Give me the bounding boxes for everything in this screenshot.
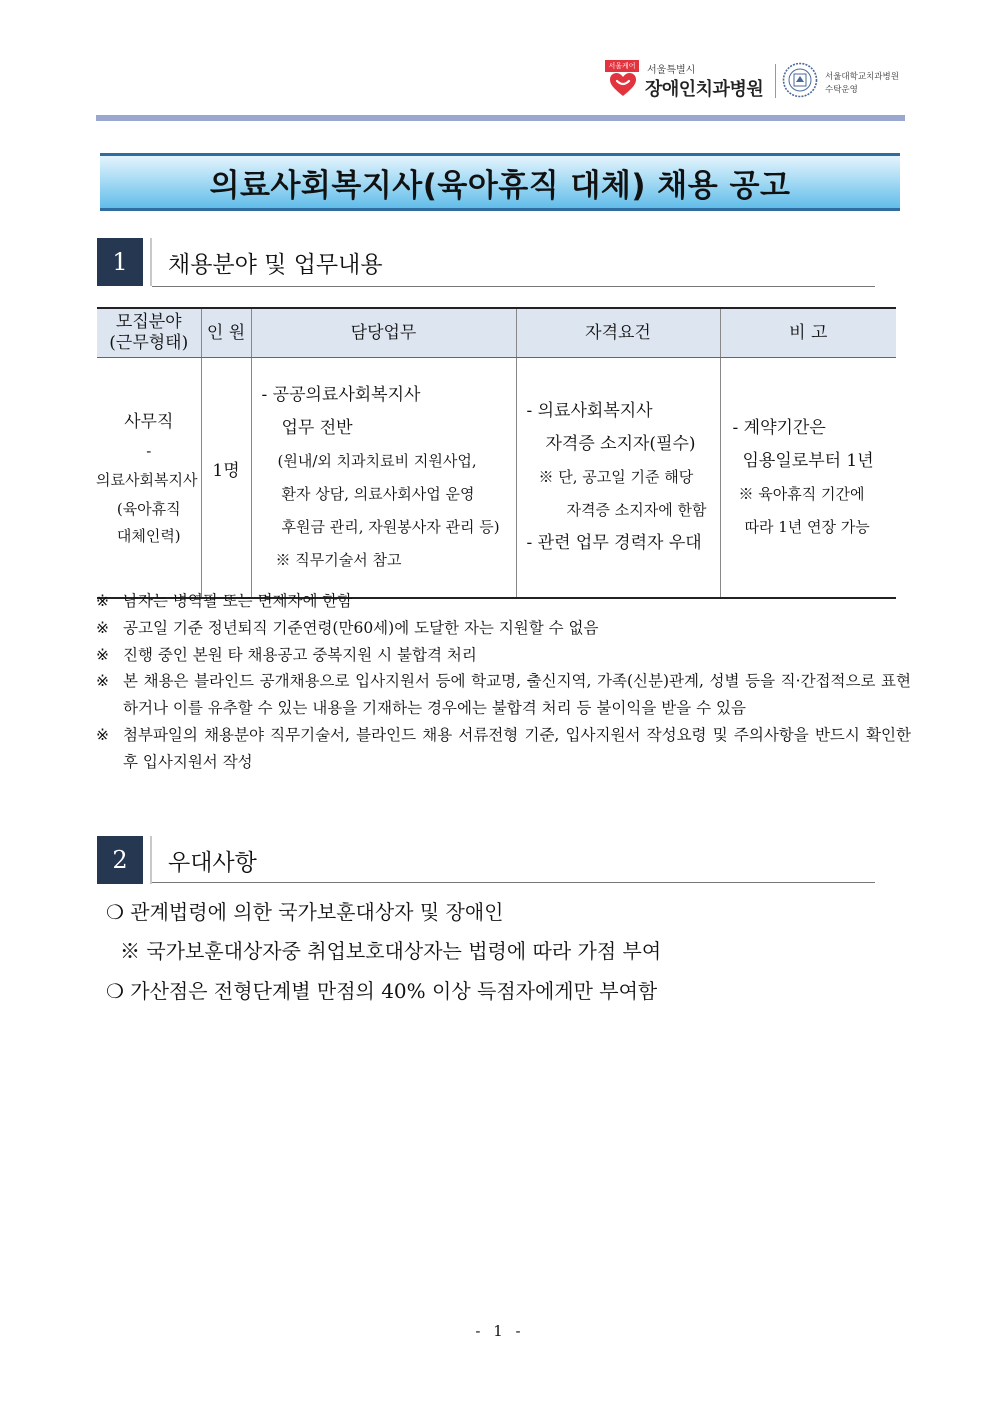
table-row [97, 358, 896, 599]
note-line: 임용일로부터 1년 [742, 450, 874, 471]
section-1-number: 1 [97, 238, 143, 286]
header-duty: 담당업무 [251, 308, 516, 358]
title-banner [100, 153, 900, 211]
qualification-line: 자격증 소지자(필수) [545, 434, 696, 454]
section-2-rule [152, 882, 875, 883]
duty-line: 환자 상담, 의료사회사업 운영 [281, 484, 475, 503]
note-text: 남자는 병역필 또는 면제자에 한함 [123, 592, 353, 610]
section-1-divider [150, 238, 152, 286]
field-line: 의료사회복지사 [96, 470, 198, 489]
note-mark: ※ [96, 618, 109, 637]
page-title: 의료사회복지사(육아휴직 대체) 채용 공고 [209, 167, 791, 204]
duty-line: 업무 전반 [281, 417, 353, 438]
preference-note: ※ 국가보훈대상자중 취업보호대상자는 법령에 따라 가점 부여 [120, 939, 662, 963]
list-item [96, 722, 911, 776]
field-line: 대체인력) [116, 526, 181, 545]
cell-duty [251, 358, 516, 599]
heart-icon [609, 72, 637, 98]
seoul-care-badge [605, 60, 639, 100]
note-line: 따라 1년 연장 가능 [744, 517, 870, 536]
section-2-number: 2 [97, 836, 143, 884]
qualification-line: - 의료사회복지사 [526, 401, 653, 421]
section-1-rule [152, 286, 875, 287]
header-qualification: 자격요건 [516, 308, 720, 358]
header-field-line: (근무형태) [109, 333, 189, 353]
city-label: 서울특별시 [647, 65, 696, 76]
duty-line: (원내/외 치과치료비 지원사업, [277, 451, 477, 470]
header-count: 인 원 [201, 308, 251, 358]
table-header-row [97, 308, 896, 358]
note-mark: ※ [96, 592, 109, 610]
section-2-divider [150, 836, 152, 884]
university-seal-icon [782, 62, 818, 98]
cell-count: 1명 [201, 358, 251, 599]
list-item [96, 615, 911, 642]
notes-list [96, 588, 911, 776]
duty-line: ※ 직무기술서 참고 [275, 550, 402, 569]
note-mark: ※ [96, 725, 109, 744]
university-name: 서울대학교치과병원 [825, 72, 899, 82]
preference-item: ❍ 관계법령에 의한 국가보훈대상자 및 장애인 [106, 900, 504, 924]
operation-label: 수탁운영 [825, 85, 858, 95]
hospital-logo [605, 60, 905, 108]
header-note: 비 고 [720, 308, 896, 358]
recruitment-table [97, 307, 896, 599]
section-1-title: 채용분야 및 업무내용 [168, 252, 383, 278]
list-item [96, 588, 911, 615]
note-line: ※ 육아휴직 기간에 [738, 484, 865, 503]
header-field [97, 308, 201, 358]
note-text: 첨부파일의 채용분야 직무기술서, 블라인드 채용 서류전형 기준, 입사지원서 작성요령 및 주의사항을 반드시 확인한 후 입사지원서 작성 [123, 725, 911, 771]
cell-field [97, 358, 201, 599]
header-rule [96, 115, 905, 121]
page-number: - 1 - [475, 1322, 525, 1340]
field-line: - [146, 441, 152, 460]
note-line: - 계약기간은 [732, 417, 826, 438]
cell-qualification [516, 358, 720, 599]
duty-line: - 공공의료사회복지사 [261, 384, 421, 405]
header-field-line: 모집분야 [115, 312, 182, 332]
note-text: 공고일 기준 정년퇴직 기준연령(만60세)에 도달한 자는 지원할 수 없음 [123, 618, 599, 637]
duty-line: 후원금 관리, 자원봉사자 관리 등) [281, 517, 500, 536]
list-item [96, 668, 911, 722]
note-mark: ※ [96, 672, 109, 691]
field-line: 사무직 [124, 411, 174, 432]
list-item [96, 642, 911, 669]
note-text: 진행 중인 본원 타 채용공고 중복지원 시 불합격 처리 [123, 645, 477, 664]
field-line: (육아휴직 [116, 499, 181, 518]
preference-item: ❍ 가산점은 전형단계별 만점의 40% 이상 득점자에게만 부여함 [106, 979, 658, 1003]
section-2-title: 우대사항 [168, 850, 257, 876]
note-mark: ※ [96, 645, 109, 664]
qualification-line: - 관련 업무 경력자 우대 [526, 533, 702, 553]
seoul-care-label: 서울케어 [605, 60, 639, 72]
qualification-line: 자격증 소지자에 한함 [566, 501, 707, 519]
cell-note [720, 358, 896, 599]
hospital-name: 장애인치과병원 [645, 79, 764, 100]
note-text: 본 채용은 블라인드 공개채용으로 입사지원서 등에 학교명, 출신지역, 가족(신분)관계, 성별 등을 직·간접적으로 표현하거나 이를 유추할 수 있는 내용을 기재하는 경우에는 불합격 처리 등 불이익을 받을 수 있음 [123, 672, 911, 718]
logo-divider [775, 64, 776, 98]
qualification-line: ※ 단, 공고일 기준 해당 [538, 468, 694, 486]
